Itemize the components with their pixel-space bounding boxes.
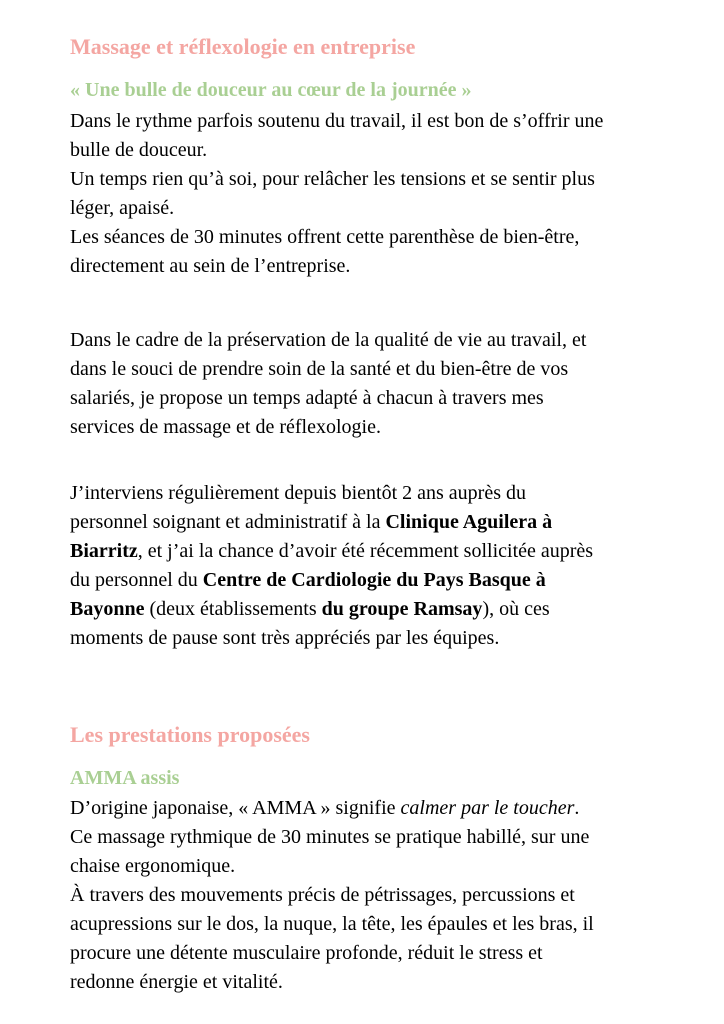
text-line: léger, apaisé.: [70, 197, 175, 219]
city-name: Bayonne: [70, 598, 145, 620]
text-line: salariés, je propose un temps adapté à chacun à travers mes: [70, 387, 544, 409]
text-run: du personnel du: [70, 569, 203, 591]
service-description: [70, 794, 670, 997]
text-line: dans le souci de prendre soin de la santé et du bien-être de vos: [70, 358, 569, 380]
text-line: J’interviens régulièrement depuis bientôt 2 ans auprès du: [70, 482, 526, 504]
experience-paragraph: [70, 479, 670, 653]
text-line: acupressions sur le dos, la nuque, la tête, les épaules et les bras, il: [70, 913, 594, 935]
clinic-name: Clinique Aguilera à: [385, 511, 553, 533]
text-run: D’origine japonaise, « AMMA » signifie: [70, 797, 401, 819]
text-line: À travers des mouvements précis de pétrissages, percussions et: [70, 884, 575, 906]
text-line: procure une détente musculaire profonde, réduit le stress et: [70, 942, 543, 964]
text-line: [70, 595, 670, 624]
service-title: AMMA assis: [70, 767, 180, 789]
text-run: ), où ces: [482, 598, 550, 620]
emphasis-text: calmer par le toucher: [400, 797, 575, 819]
group-name: du groupe Ramsay: [321, 598, 483, 620]
city-name: Biarritz: [70, 540, 138, 562]
text-line: [70, 566, 670, 595]
text-line: Les séances de 30 minutes offrent cette parenthèse de bien-être,: [70, 226, 580, 248]
text-run: , et j’ai la chance d’avoir été récemment sollicitée auprès: [137, 540, 594, 562]
text-line: Ce massage rythmique de 30 minutes se pratique habillé, sur une: [70, 826, 590, 848]
context-paragraph: [70, 326, 670, 442]
text-line: Dans le rythme parfois soutenu du travail, il est bon de s’offrir une: [70, 110, 604, 132]
text-line: Un temps rien qu’à soi, pour relâcher les tensions et se sentir plus: [70, 168, 595, 190]
text-run: .: [574, 797, 580, 819]
text-line: directement au sein de l’entreprise.: [70, 255, 351, 277]
section-title: Les prestations proposées: [70, 722, 310, 747]
intro-paragraph: [70, 107, 670, 281]
center-name: Centre de Cardiologie du Pays Basque à: [202, 569, 546, 591]
text-line: moments de pause sont très appréciés par les équipes.: [70, 627, 500, 649]
text-line: redonne énergie et vitalité.: [70, 971, 283, 993]
text-run: personnel soignant et administratif à la: [70, 511, 386, 533]
text-line: Dans le cadre de la préservation de la qualité de vie au travail, et: [70, 329, 587, 351]
text-line: bulle de douceur.: [70, 139, 208, 161]
text-line: [70, 537, 670, 566]
page-title: Massage et réflexologie en entreprise: [70, 34, 416, 59]
text-line: chaise ergonomique.: [70, 855, 236, 877]
section-subtitle: « Une bulle de douceur au cœur de la journée »: [70, 79, 472, 101]
text-line: services de massage et de réflexologie.: [70, 416, 381, 438]
text-line: [70, 508, 670, 537]
text-line: [70, 794, 670, 823]
text-run: (deux établissements: [144, 598, 322, 620]
